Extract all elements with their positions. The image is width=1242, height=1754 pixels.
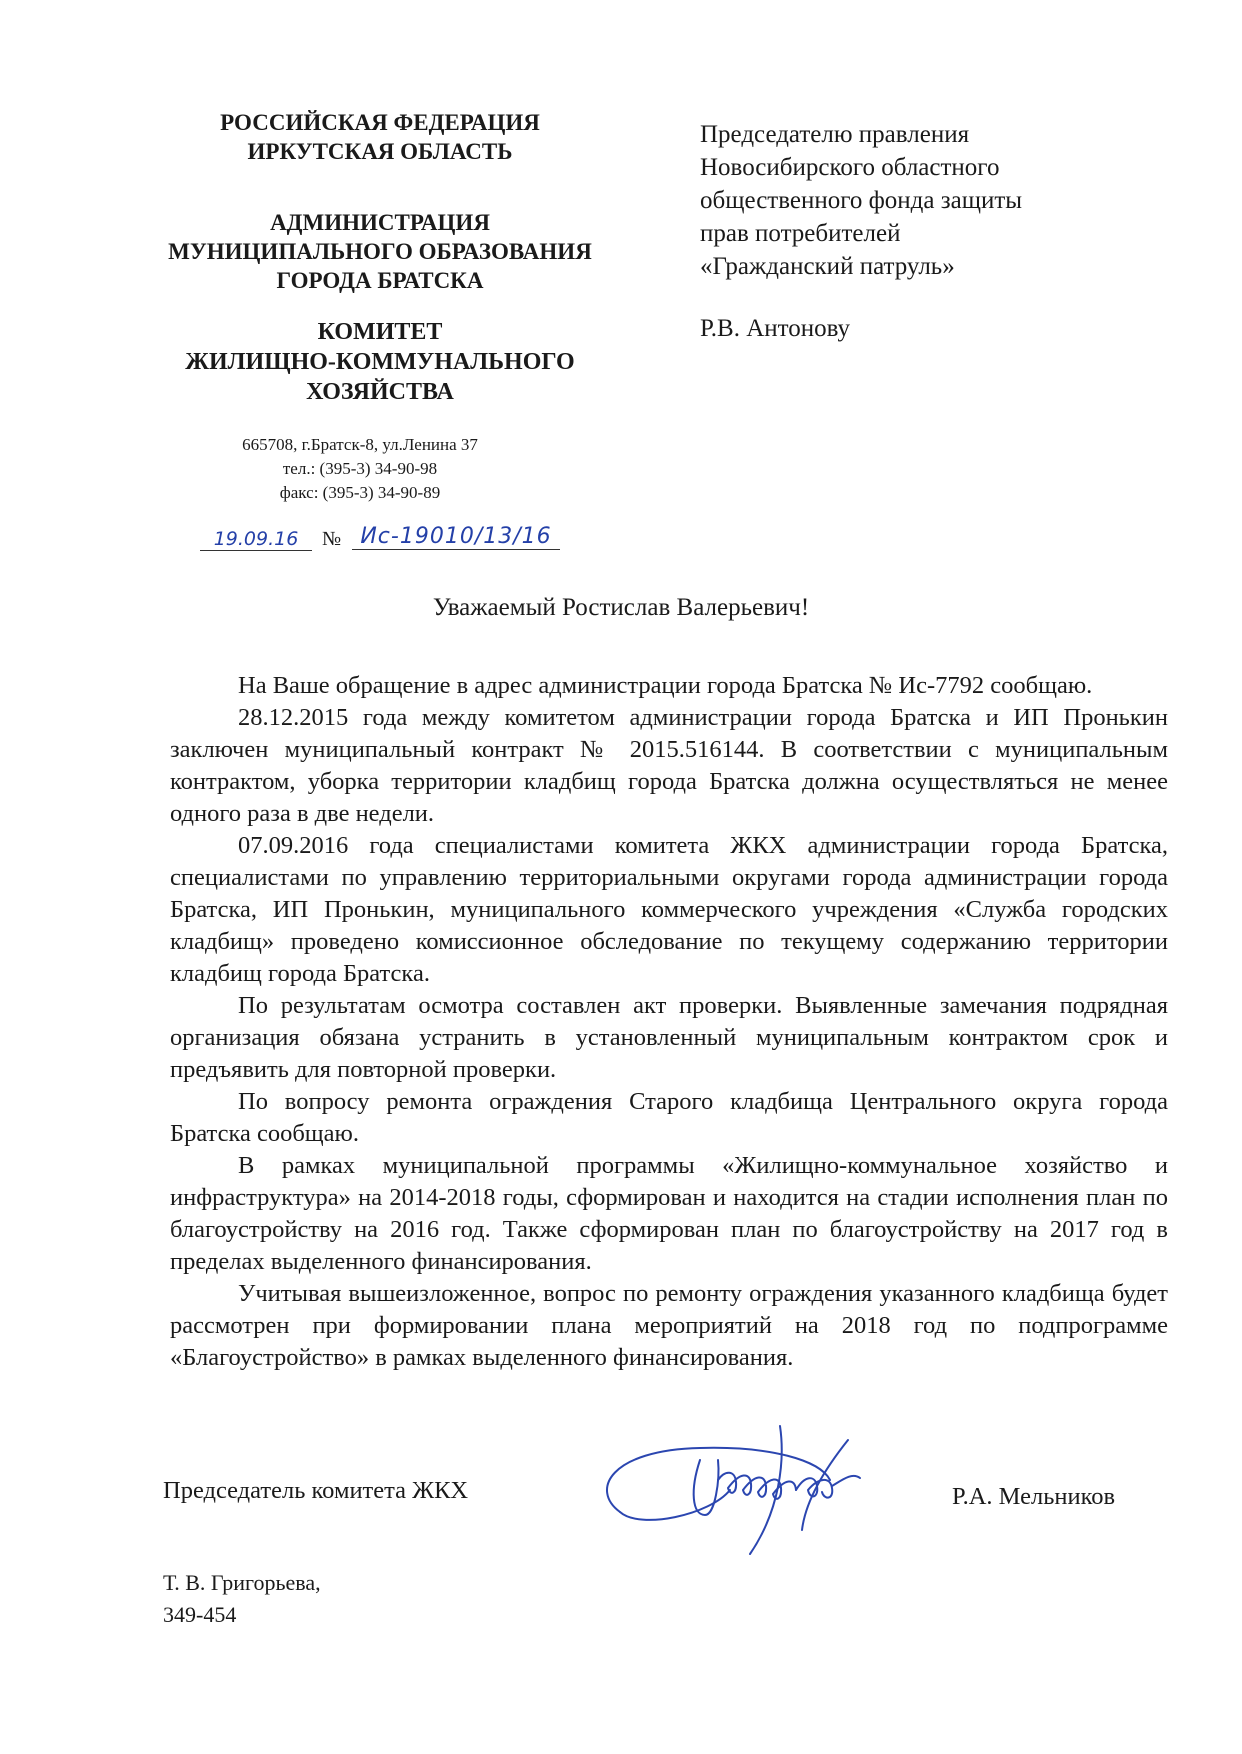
sender-contacts [190, 433, 530, 505]
addressee-block [700, 118, 1160, 283]
addressee-line: Председателю правления [700, 121, 970, 148]
sender-committee-line: КОМИТЕТ [317, 319, 443, 345]
addressee-line: Новосибирского областного [700, 154, 1000, 181]
sender-committee [130, 317, 630, 407]
body-paragraph: 07.09.2016 года специалистами комитета ЖКХ администрации города Братска, специалистами по управлению территориальными округами города администрации города Братска, ИП Пронькин, муниципального коммерческого учреждения «Служба городских кладбищ» проведено комиссионное обследование по текущему содержанию территории кладбищ города Братска. [170, 832, 1168, 987]
addressee-line: прав потребителей [700, 220, 901, 247]
addressee-name: Р.В. Антонову [700, 315, 851, 342]
sender-admin-line: АДМИНИСТРАЦИЯ [270, 210, 490, 235]
salutation: Уважаемый Ростислав Валерьевич! [432, 594, 810, 621]
registration-number-sign: № [322, 528, 342, 550]
sender-fax: факс: (395-3) 34-90-89 [279, 483, 441, 502]
sender-phone: тел.: (395-3) 34-90-98 [282, 459, 438, 478]
sender-country [130, 108, 630, 166]
executor-phone: 349-454 [163, 1602, 237, 1627]
handwritten-signature [580, 1420, 920, 1560]
body-paragraph: В рамках муниципальной программы «Жилищно-коммунальное хозяйство и инфраструктура» на 2014-2018 годы, сформирован и находится на стадии исполнения план по благоустройству на 2016 год. Также сформирован план по благоустройству на 2017 год в пределах выделенного финансирования. [170, 1152, 1168, 1275]
addressee-line: «Гражданский патруль» [700, 253, 955, 280]
body-paragraph: На Ваше обращение в адрес администрации города Братска № Ис-7792 сообщаю. [238, 672, 1093, 699]
sender-admin-line: МУНИЦИПАЛЬНОГО ОБРАЗОВАНИЯ [168, 239, 592, 264]
body-paragraph: Учитывая вышеизложенное, вопрос по ремонту ограждения указанного кладбища будет рассмотрен при формировании плана мероприятий на 2018 год по подпрограмме «Благоустройство» в рамках выделенного финансирования. [170, 1280, 1168, 1371]
executor-name: Т. В. Григорьева, [163, 1570, 321, 1595]
letter-body [170, 670, 1168, 1374]
sender-committee-line: ЖИЛИЩНО-КОММУНАЛЬНОГО [185, 349, 575, 375]
sender-address: 665708, г.Братск-8, ул.Ленина 37 [242, 435, 478, 454]
body-paragraph: По вопросу ремонта ограждения Старого кладбища Центрального округа города Братска сообщаю. [170, 1088, 1168, 1147]
executor-block [163, 1567, 321, 1631]
sender-administration [130, 208, 630, 295]
sender-committee-line: ХОЗЯЙСТВА [306, 379, 454, 405]
addressee-line: общественного фонда защиты [700, 187, 1023, 214]
body-paragraph: По результатам осмотра составлен акт проверки. Выявленные замечания подрядная организация обязана устранить в установленный муниципальным контрактом срок и предъявить для повторной проверки. [170, 992, 1168, 1083]
sender-country-line: РОССИЙСКАЯ ФЕДЕРАЦИЯ [220, 110, 540, 135]
sender-region-line: ИРКУТСКАЯ ОБЛАСТЬ [247, 139, 513, 164]
signatory-title: Председатель комитета ЖКХ [163, 1477, 469, 1504]
body-paragraph: 28.12.2015 года между комитетом администрации города Братска и ИП Пронькин заключен муниципальный контракт № 2015.516144. В соответствии с муниципальным контрактом, уборка территории кладбищ города Братска должна осуществляться не менее одного раза в две недели. [170, 704, 1168, 827]
registration-number: Ис-19010/13/16 [352, 524, 560, 550]
signatory-name: Р.А. Мельников [952, 1483, 1116, 1510]
registration-date: 19.09.16 [200, 528, 312, 551]
sender-admin-line: ГОРОДА БРАТСКА [276, 268, 484, 293]
